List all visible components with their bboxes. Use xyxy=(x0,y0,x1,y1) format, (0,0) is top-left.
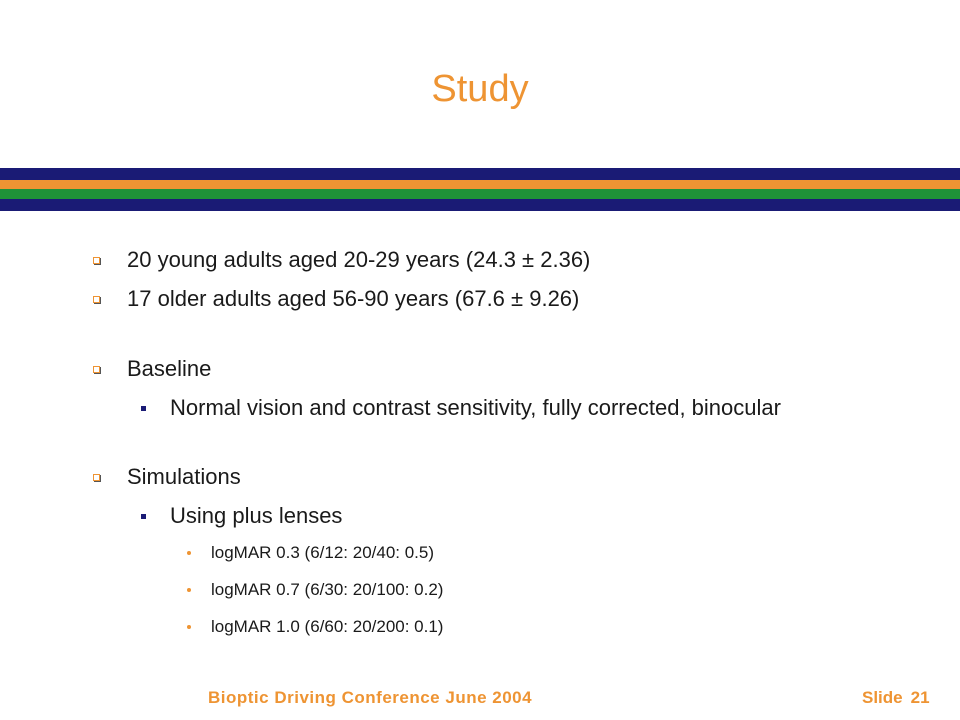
slide-title: Study xyxy=(431,68,529,110)
decorative-stripe-band xyxy=(0,168,960,211)
dot-bullet-icon xyxy=(187,551,191,555)
sub-bullet-text: Using plus lenses xyxy=(170,503,343,528)
footer-slide-number xyxy=(862,688,930,708)
footer-conference-name: Bioptic Driving Conference June 2004 xyxy=(208,688,533,707)
slide-label: Slide xyxy=(862,688,903,707)
filled-square-bullet-icon xyxy=(141,514,146,519)
bullet-text: 20 young adults aged 20-29 years (24.3 ± 2.36) xyxy=(127,247,591,272)
dot-bullet-icon xyxy=(187,625,191,629)
square-bullet-icon xyxy=(93,296,100,303)
sub-sub-bullet-text: logMAR 1.0 (6/60: 20/200: 0.1) xyxy=(211,617,444,636)
stripe-orange xyxy=(0,180,960,189)
stripe-navy-bottom xyxy=(0,199,960,211)
sub-sub-bullet-text: logMAR 0.3 (6/12: 20/40: 0.5) xyxy=(211,543,435,562)
square-bullet-icon xyxy=(93,474,100,481)
bullet-text: 17 older adults aged 56-90 years (67.6 ± 9.26) xyxy=(127,286,580,311)
square-bullet-icon xyxy=(93,366,100,373)
square-bullet-icon xyxy=(93,257,100,264)
bullet-text: Baseline xyxy=(127,356,212,381)
sub-bullet-text: Normal vision and contrast sensitivity, fully corrected, binocular xyxy=(170,395,781,420)
stripe-green xyxy=(0,189,960,199)
sub-sub-bullet-text: logMAR 0.7 (6/30: 20/100: 0.2) xyxy=(211,580,444,599)
stripe-navy-top xyxy=(0,168,960,180)
slide-number: 21 xyxy=(910,688,930,707)
dot-bullet-icon xyxy=(187,588,191,592)
bullet-text: Simulations xyxy=(127,464,241,489)
filled-square-bullet-icon xyxy=(141,406,146,411)
